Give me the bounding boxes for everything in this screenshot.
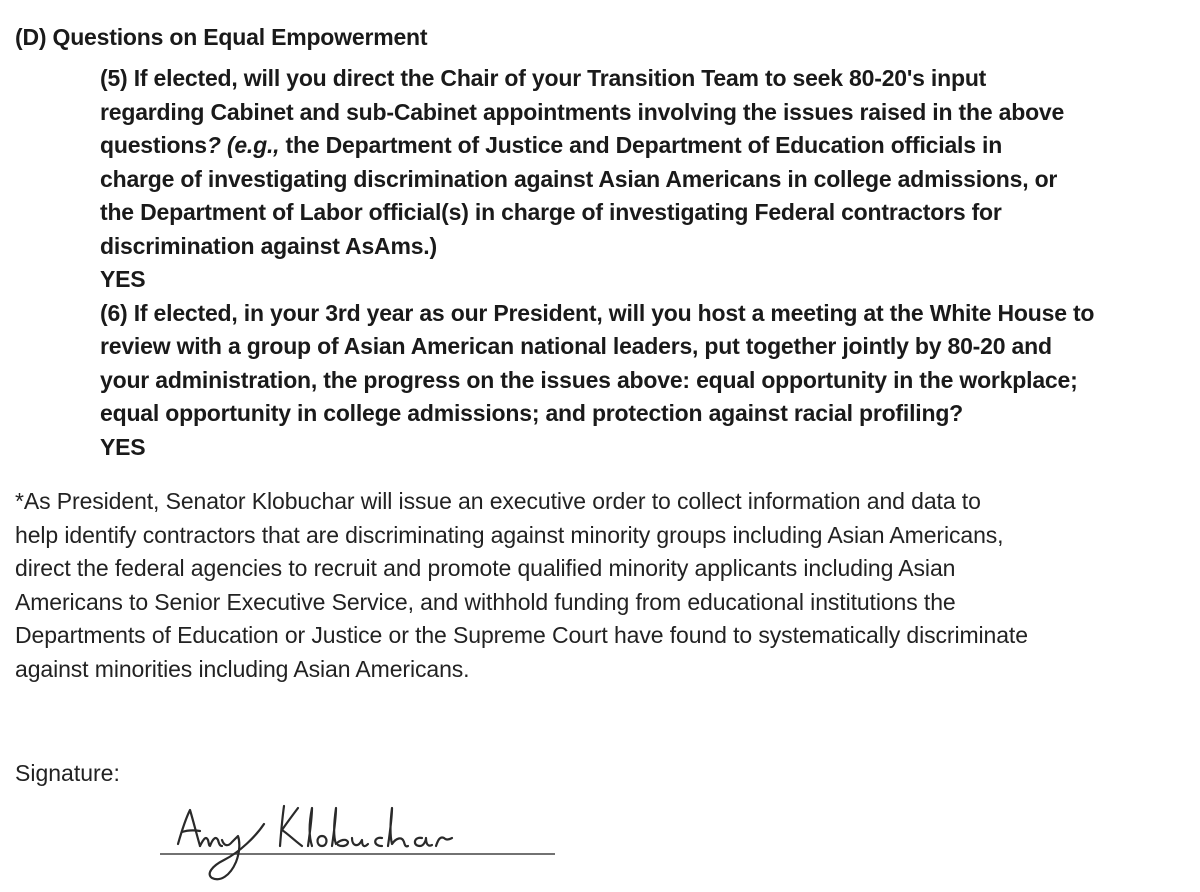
question-5-line: the Department of Labor official(s) in charge of investigating Federal contractors for bbox=[100, 199, 1002, 225]
footnote-line: *As President, Senator Klobuchar will issue an executive order to collect information and data to bbox=[15, 488, 981, 514]
questions-block bbox=[100, 62, 1200, 464]
question-5-italic-text: ? (e.g., bbox=[206, 132, 280, 158]
question-5-line bbox=[100, 129, 1200, 163]
signature-strokes bbox=[178, 806, 452, 879]
question-6-line: review with a group of Asian American national leaders, put together jointly by 80-20 and bbox=[100, 333, 1052, 359]
section-heading: (D) Questions on Equal Empowerment bbox=[15, 24, 428, 50]
question-5-line: regarding Cabinet and sub-Cabinet appointments involving the issues raised in the above bbox=[100, 98, 1065, 125]
footnote-line: Departments of Education or Justice or the Supreme Court have found to systematically discriminate bbox=[15, 622, 1028, 649]
question-5-text: the Department of Justice and Department of Education officials in bbox=[279, 132, 1003, 158]
footnote-line: direct the federal agencies to recruit and promote qualified minority applicants including Asian bbox=[15, 555, 956, 582]
question-5-text: questions bbox=[100, 132, 207, 158]
footnote-line: help identify contractors that are discriminating against minority groups including Asian Americans, bbox=[15, 521, 1004, 548]
question-5-line: discrimination against AsAms.) bbox=[100, 232, 437, 259]
footnote bbox=[15, 485, 1028, 687]
question-6-line: equal opportunity in college admissions; and protection against racial profiling? bbox=[100, 400, 964, 426]
signature-label: Signature: bbox=[15, 760, 120, 786]
question-5-answer: YES bbox=[100, 266, 146, 292]
footnote-line: against minorities including Asian Americans. bbox=[15, 655, 470, 682]
question-6-answer: YES bbox=[100, 433, 146, 460]
question-5-line: charge of investigating discrimination against Asian Americans in college admissions, or bbox=[100, 165, 1058, 192]
question-5-line: (5) If elected, will you direct the Chair of your Transition Team to seek 80-20's input bbox=[100, 65, 987, 91]
handwritten-signature bbox=[160, 800, 560, 890]
question-5 bbox=[100, 62, 1200, 297]
question-6-line: your administration, the progress on the issues above: equal opportunity in the workplace; bbox=[100, 366, 1078, 393]
footnote-line: Americans to Senior Executive Service, and withhold funding from educational institutions the bbox=[15, 588, 956, 615]
signature-image bbox=[160, 800, 560, 890]
question-6-line: (6) If elected, in your 3rd year as our President, will you host a meeting at the White House to bbox=[100, 299, 1095, 326]
question-6 bbox=[100, 297, 1200, 465]
